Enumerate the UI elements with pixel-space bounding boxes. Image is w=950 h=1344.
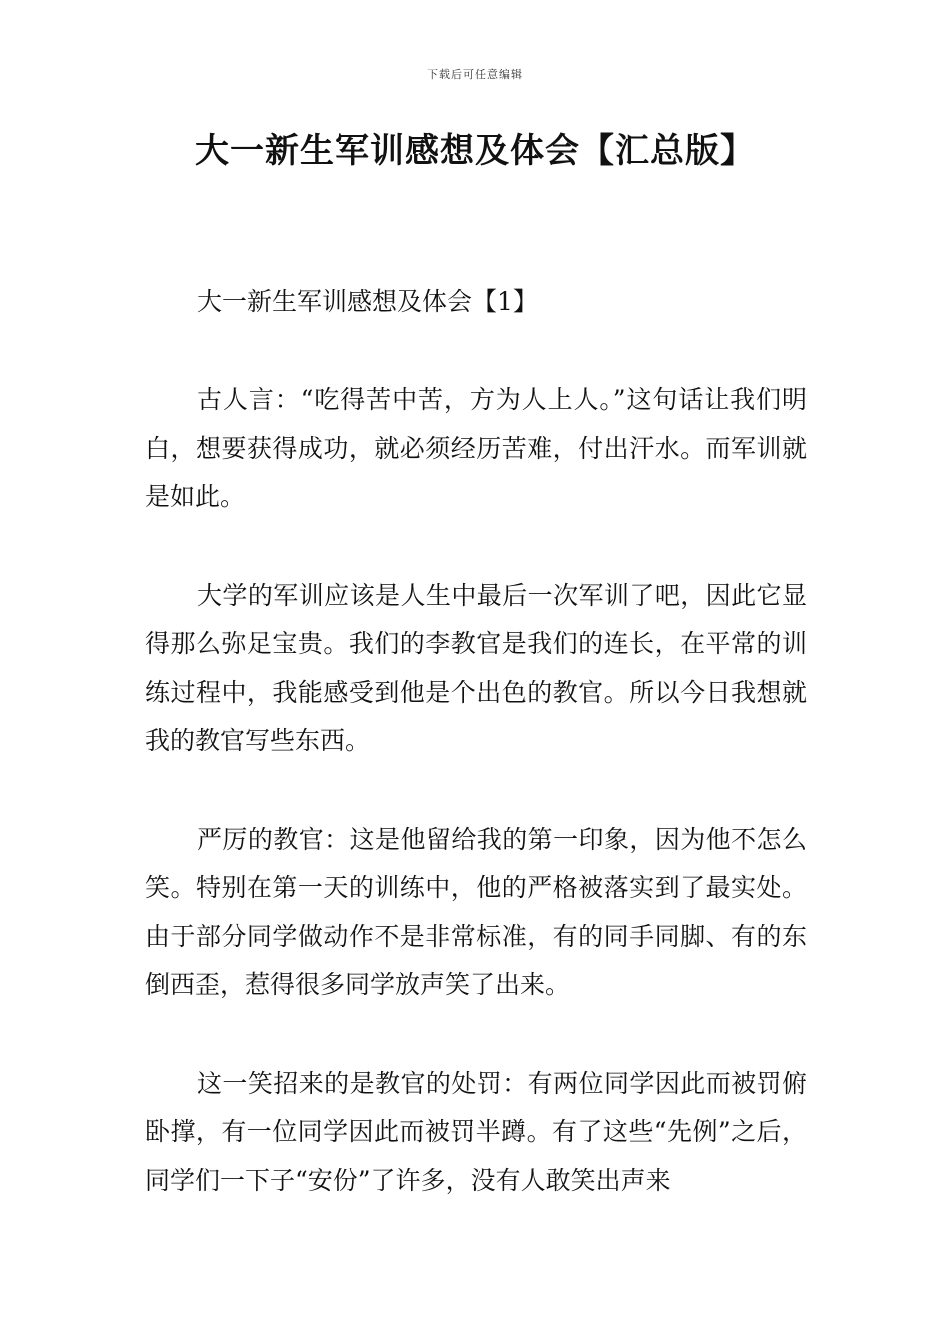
header-note: 下载后可任意编辑 bbox=[427, 68, 523, 81]
paragraph-2: 大学的军训应该是人生中最后一次军训了吧，因此它显得那么弥足宝贵。我们的李教官是我们的连长，在平常的训练过程中，我能感受到他是个出色的教官。所以今日我想就我的教官写些东西。 bbox=[145, 580, 807, 755]
section-heading: 大一新生军训感想及体会【1】 bbox=[197, 287, 538, 316]
document-body bbox=[145, 278, 807, 1205]
document-title: 大一新生军训感想及体会【汇总版】 bbox=[195, 131, 755, 171]
paragraph-4: 这一笑招来的是教官的处罚：有两位同学因此而被罚俯卧撑，有一位同学因此而被罚半蹲。有了这些“先例”之后，同学们一下子“安份”了许多，没有人敢笑出声来 bbox=[145, 1068, 807, 1195]
paragraph-1: 古人言：“吃得苦中苦，方为人上人。”这句话让我们明白，想要获得成功，就必须经历苦难，付出汗水。而军训就是如此。 bbox=[145, 385, 807, 511]
paragraph-3: 严厉的教官：这是他留给我的第一印象，因为他不怎么笑。特别在第一天的训练中，他的严格被落实到了最实处。由于部分同学做动作不是非常标准，有的同手同脚、有的东倒西歪，惹得很多同学放声笑了出来。 bbox=[145, 824, 807, 999]
